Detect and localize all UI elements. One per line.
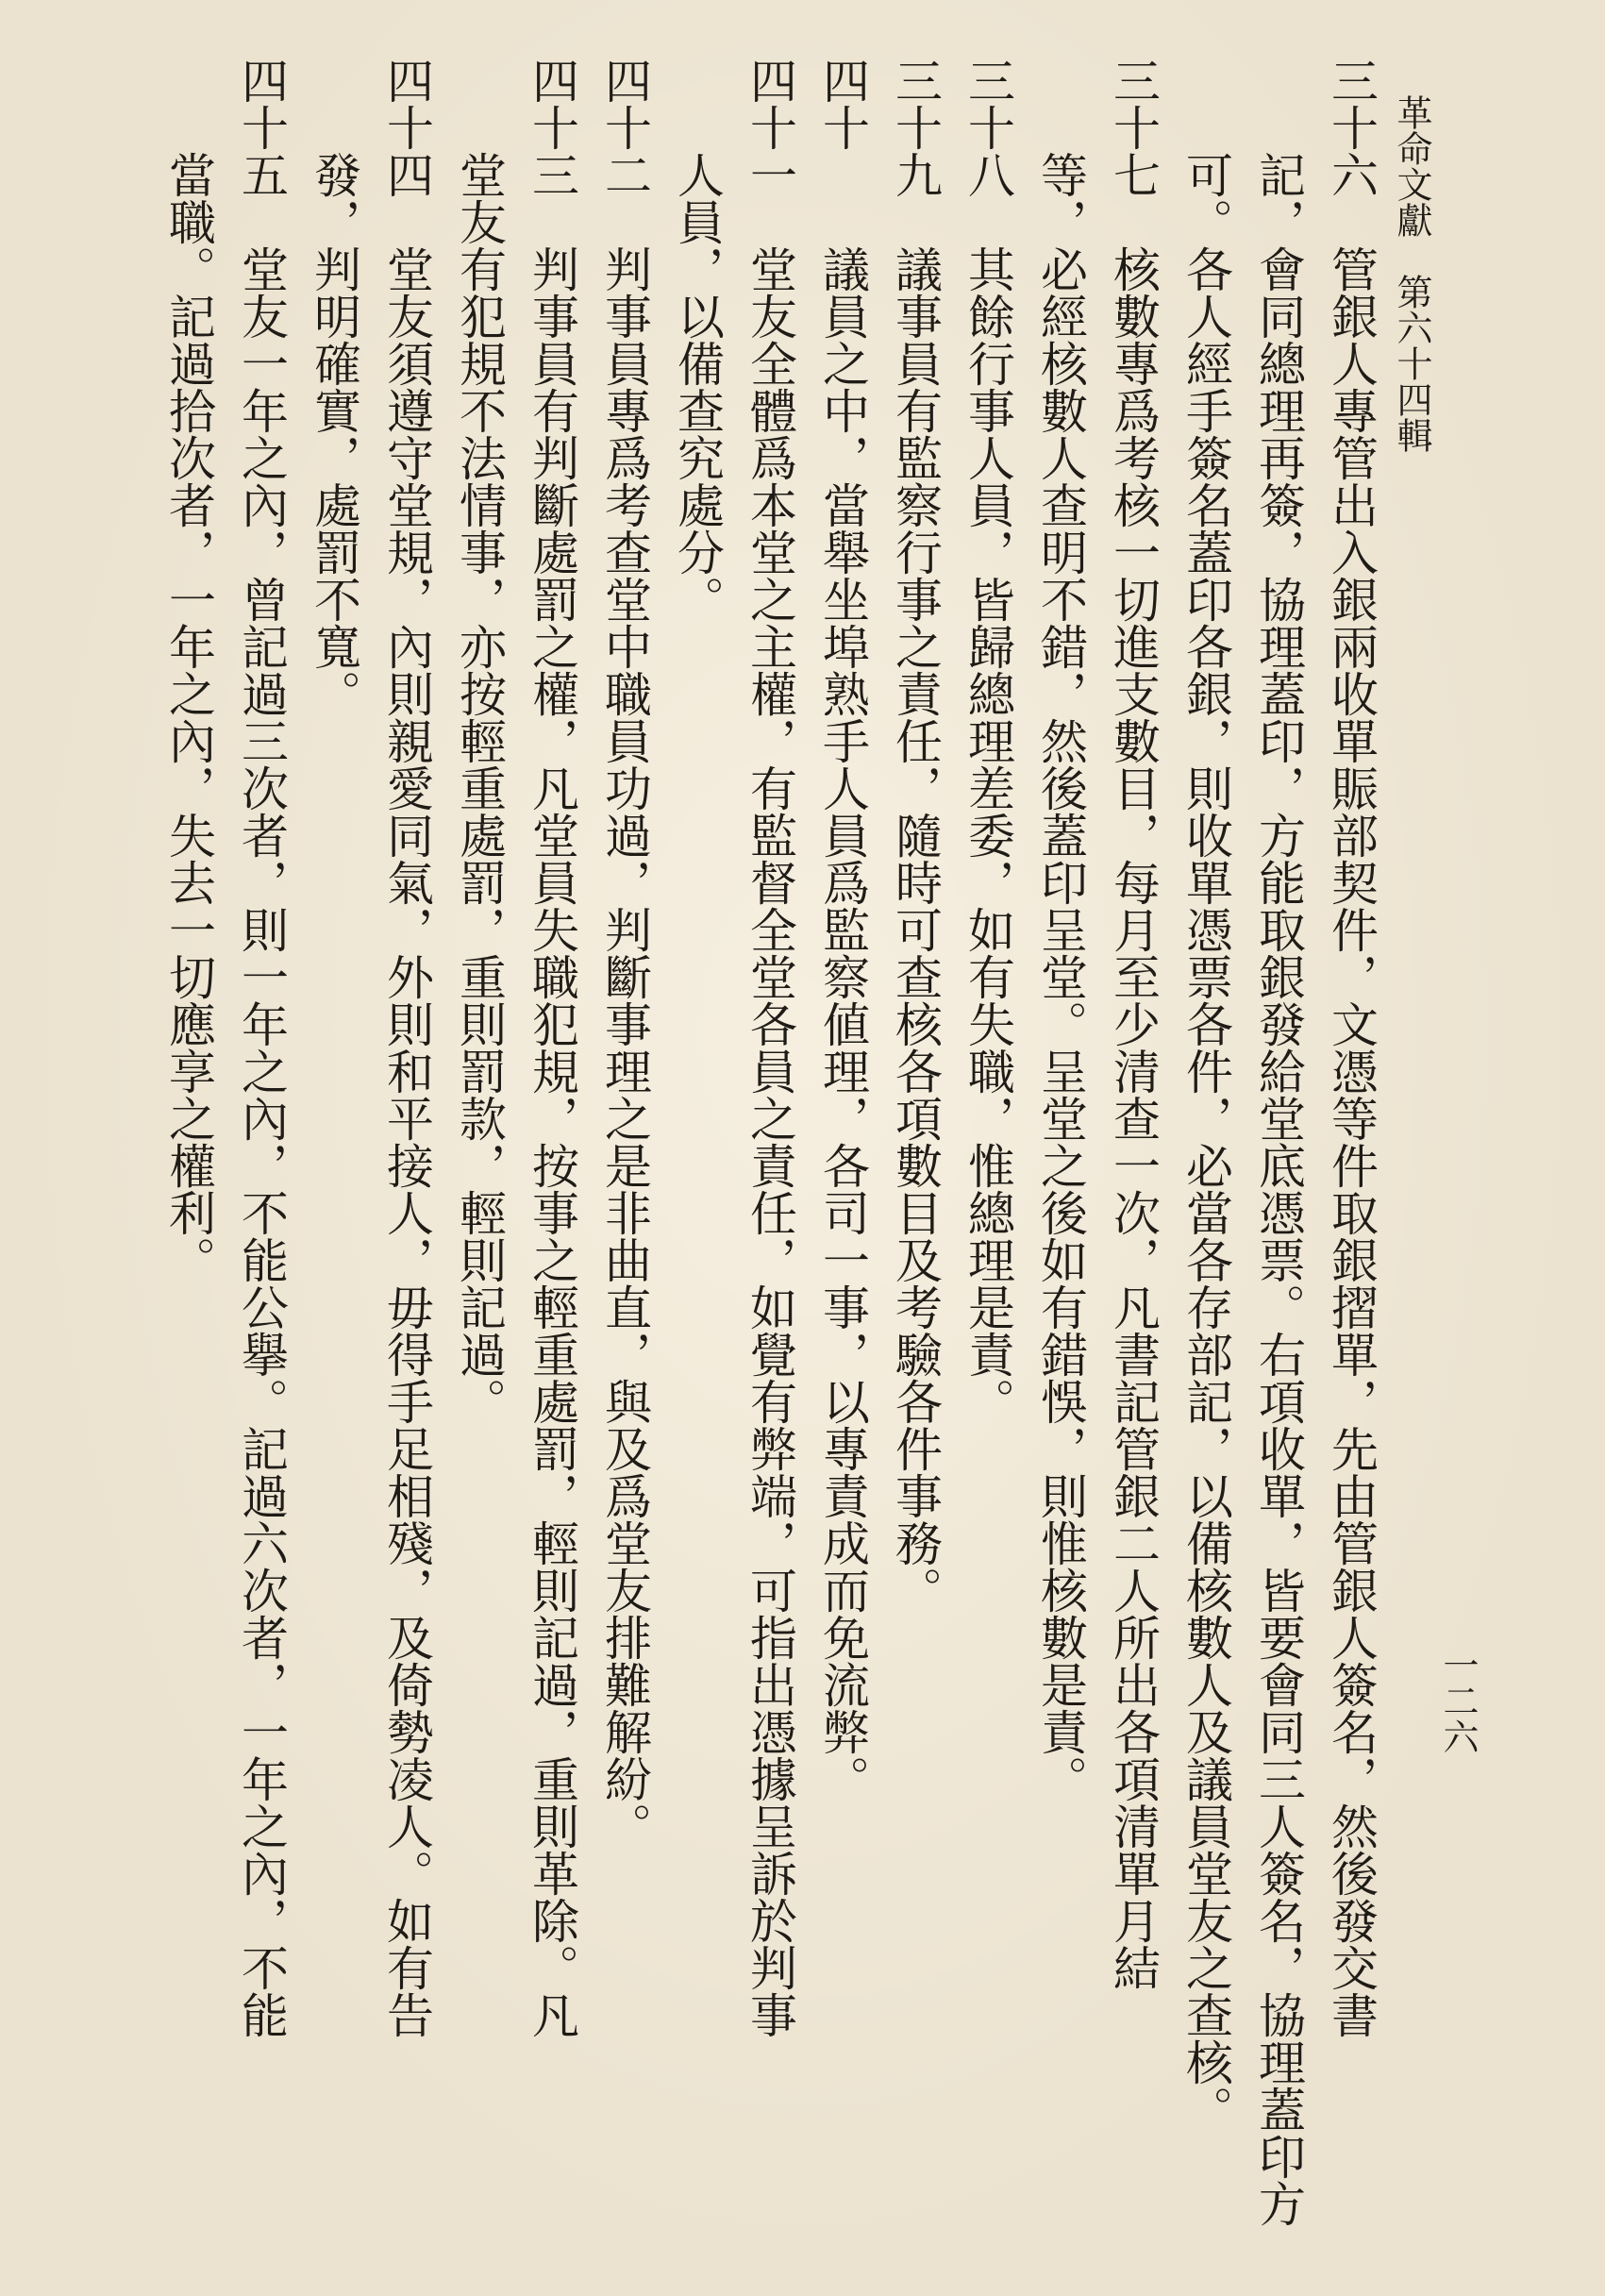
text-column: 四十三 判事員有判斷處罰之權，凡堂員失職犯規，按事之輕重處罰，輕則記過，重則革除。凡 xyxy=(525,57,579,2038)
text-column: 四十一 堂友全體爲本堂之主權，有監督全堂各員之責任，如覺有弊端，可指出憑據呈訴於判事 xyxy=(743,57,797,2038)
text-column: 三十九 議事員有監察行事之責任，隨時可查核各項數目及考驗各件事務。 xyxy=(888,57,943,1614)
text-column: 可。各人經手簽名蓋印各銀，則收單憑票各件，必當各存部記，以備核數人及議員堂友之查核。 xyxy=(1179,151,1233,2133)
text-column: 當職。記過拾次者，一年之內，失去一切應享之權利。 xyxy=(161,151,216,1283)
text-column: 四十二 判事員專爲考查堂中職員功過，判斷事理之是非曲直，與及爲堂友排難解紛。 xyxy=(597,57,652,1850)
text-column: 三十八 其餘行事人員，皆歸總理差委，如有失職，惟總理是責。 xyxy=(961,57,1015,1425)
text-column: 三十七 核數專爲考核一切進支數目，每月至少清查一次，凡書記管銀二人所出各項清單月結 xyxy=(1106,57,1161,1991)
text-column: 三十六 管銀人專管出入銀兩收單賑部契件，文憑等件取銀摺單，先由管銀人簽名，然後發交書 xyxy=(1324,57,1379,2038)
text-column: 記，會同總理再簽，協理蓋印，方能取銀發給堂底憑票。右項收單，皆要會同三人簽名，協理蓋印方 xyxy=(1251,151,1306,2227)
text-column: 四十五 堂友一年之內，曾記過三次者，則一年之內，不能公擧。記過六次者，一年之內，不能 xyxy=(234,57,289,2038)
running-header: 革命文獻 第六十四輯 xyxy=(1391,94,1432,453)
page-number: 一二六 xyxy=(1437,1647,1479,1754)
text-column: 四十四 堂友須遵守堂規，內則親愛同氣，外則和平接人，毋得手足相殘，及倚勢凌人。如有告 xyxy=(379,57,434,2038)
text-column: 四十 議員之中，當舉坐埠熟手人員爲監察値理，各司一事，以專責成而免流弊。 xyxy=(815,57,870,1802)
text-column: 人員，以備查究處分。 xyxy=(670,151,725,623)
text-column: 堂友有犯規不法情事，亦按輕重處罰，重則罰款，輕則記過。 xyxy=(452,151,507,1425)
text-column: 等，必經核數人查明不錯，然後蓋印呈堂。呈堂之後如有錯悞，則惟核數是責。 xyxy=(1033,151,1088,1802)
text-column: 發，判明確實，處罰不寬。 xyxy=(307,151,361,717)
